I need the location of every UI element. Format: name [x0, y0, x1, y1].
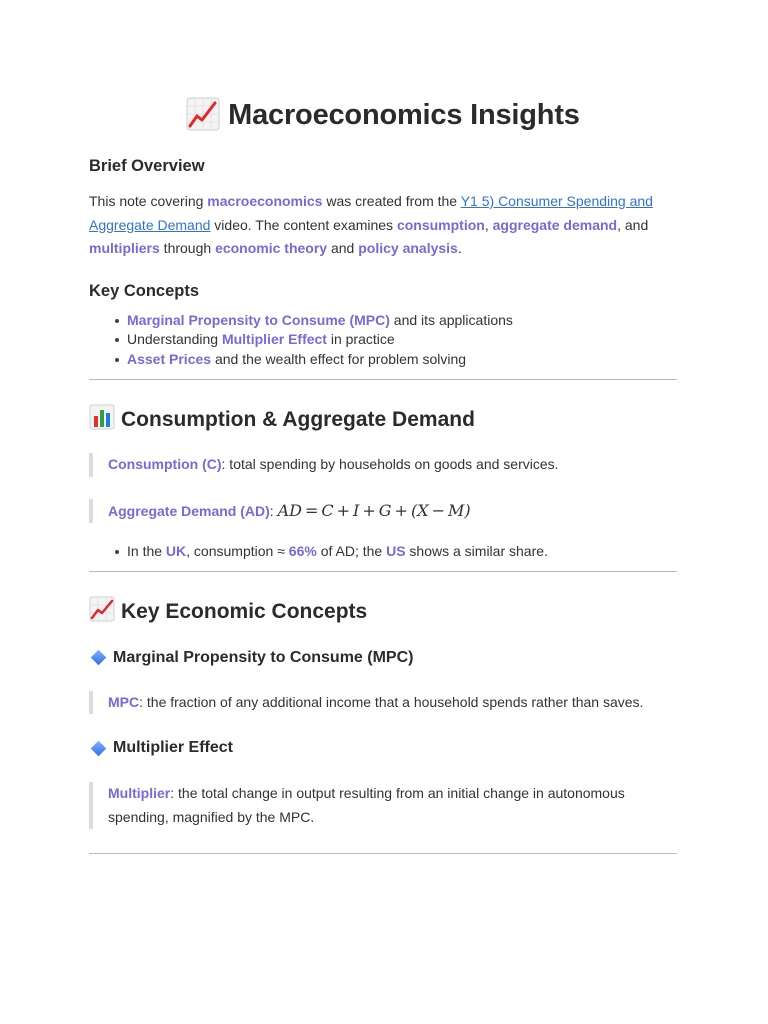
definition-aggregate-demand	[89, 499, 677, 524]
keyword-policy-analysis: policy analysis	[358, 240, 458, 256]
list-item-text: shows a similar share.	[405, 543, 548, 559]
list-item-text: in practice	[326, 331, 395, 347]
keyword-consumption: consumption	[396, 216, 485, 233]
ad-formula	[278, 501, 471, 520]
formula-symbol: (X	[410, 500, 429, 520]
keyword-multipliers: multipliers	[89, 240, 160, 256]
list-item	[127, 542, 677, 562]
bar-chart-icon	[89, 404, 115, 436]
subheading-text: Multiplier Effect	[113, 739, 234, 756]
section-divider	[89, 379, 677, 380]
formula-symbol: C	[321, 500, 334, 520]
section-heading-text: Consumption & Aggregate Demand	[121, 408, 475, 431]
video-link[interactable]: Y1 5) Consumer Spending and Aggregate Demand	[89, 193, 653, 233]
list-item-text: and its applications	[389, 311, 513, 328]
concept-mpc: Marginal Propensity to Consume (MPC)	[127, 311, 390, 328]
overview-text: , and	[617, 216, 649, 233]
overview-text: .	[457, 240, 462, 256]
section-heading-key-economic-concepts	[89, 596, 677, 628]
formula-operator: +	[394, 500, 408, 520]
formula-operator: +	[362, 500, 376, 520]
term-consumption: Consumption (C)	[108, 456, 222, 472]
overview-text: ,	[484, 216, 493, 233]
note-content	[89, 92, 677, 854]
blue-diamond-icon	[91, 650, 107, 666]
list-item	[127, 330, 677, 350]
keyword-uk: UK	[165, 543, 187, 559]
keyword-share: 66%	[288, 543, 317, 559]
key-concepts-heading: Key Concepts	[89, 281, 200, 300]
concept-multiplier: Multiplier Effect	[221, 331, 327, 347]
chart-increasing-icon	[186, 93, 220, 139]
formula-symbol: G	[378, 500, 392, 520]
formula-symbol: M)	[448, 500, 471, 520]
formula-operator: =	[304, 500, 319, 520]
section-divider	[89, 571, 677, 572]
keyword-us: US	[386, 543, 406, 559]
overview-text: and	[327, 240, 359, 256]
formula-operator: −	[431, 500, 445, 520]
list-item-text: , consumption ≈	[186, 543, 289, 559]
keyword-aggregate-demand: aggregate demand	[492, 216, 618, 233]
formula-symbol: AD	[277, 500, 302, 520]
brief-overview-heading: Brief Overview	[89, 157, 205, 175]
list-item	[127, 311, 677, 331]
list-item-text: In the	[127, 543, 166, 559]
section-heading-consumption	[89, 404, 677, 436]
chart-increasing-icon	[89, 596, 115, 628]
formula-symbol: I	[353, 500, 360, 520]
overview-text: This note covering	[89, 193, 208, 209]
term-mpc: MPC	[108, 693, 140, 710]
definition-text: : the fraction of any additional income that a household spends rather than saves.	[139, 693, 644, 710]
subheading-multiplier	[89, 739, 677, 757]
list-item-text: and the wealth effect for problem solving	[211, 350, 467, 367]
list-item-text: of AD; the	[316, 543, 387, 559]
definition-mpc	[89, 691, 677, 715]
formula-operator: +	[336, 500, 351, 520]
definition-text: : the total change in output resulting from an initial change in autonomous spending, magnified by the MPC.	[108, 785, 625, 825]
page-title	[89, 92, 677, 138]
keyword-macroeconomics: macroeconomics	[207, 193, 323, 209]
term-multiplier: Multiplier	[108, 785, 171, 801]
subheading-text: Marginal Propensity to Consume (MPC)	[113, 648, 414, 666]
page-title-text: Macroeconomics Insights	[228, 99, 580, 131]
section-divider	[89, 853, 677, 854]
keyword-economic-theory: economic theory	[215, 240, 328, 256]
subheading-mpc	[89, 649, 677, 667]
key-concepts-list	[89, 311, 677, 370]
overview-text: was created from the	[322, 193, 461, 209]
blue-diamond-icon	[91, 740, 107, 756]
consumption-share-list	[89, 542, 677, 562]
definition-text: : total spending by households on goods and services.	[221, 456, 559, 472]
overview-text: through	[159, 240, 216, 256]
overview-text: video. The content examines	[210, 216, 397, 233]
definition-consumption	[89, 453, 677, 477]
section-heading-text: Key Economic Concepts	[121, 599, 368, 623]
list-item	[127, 350, 677, 370]
definition-text: :	[269, 502, 278, 519]
definition-multiplier	[89, 782, 677, 829]
overview-paragraph	[89, 190, 677, 261]
list-item-text: Understanding	[127, 331, 222, 347]
concept-asset-prices: Asset Prices	[127, 350, 212, 367]
term-aggregate-demand: Aggregate Demand (AD)	[108, 502, 270, 519]
